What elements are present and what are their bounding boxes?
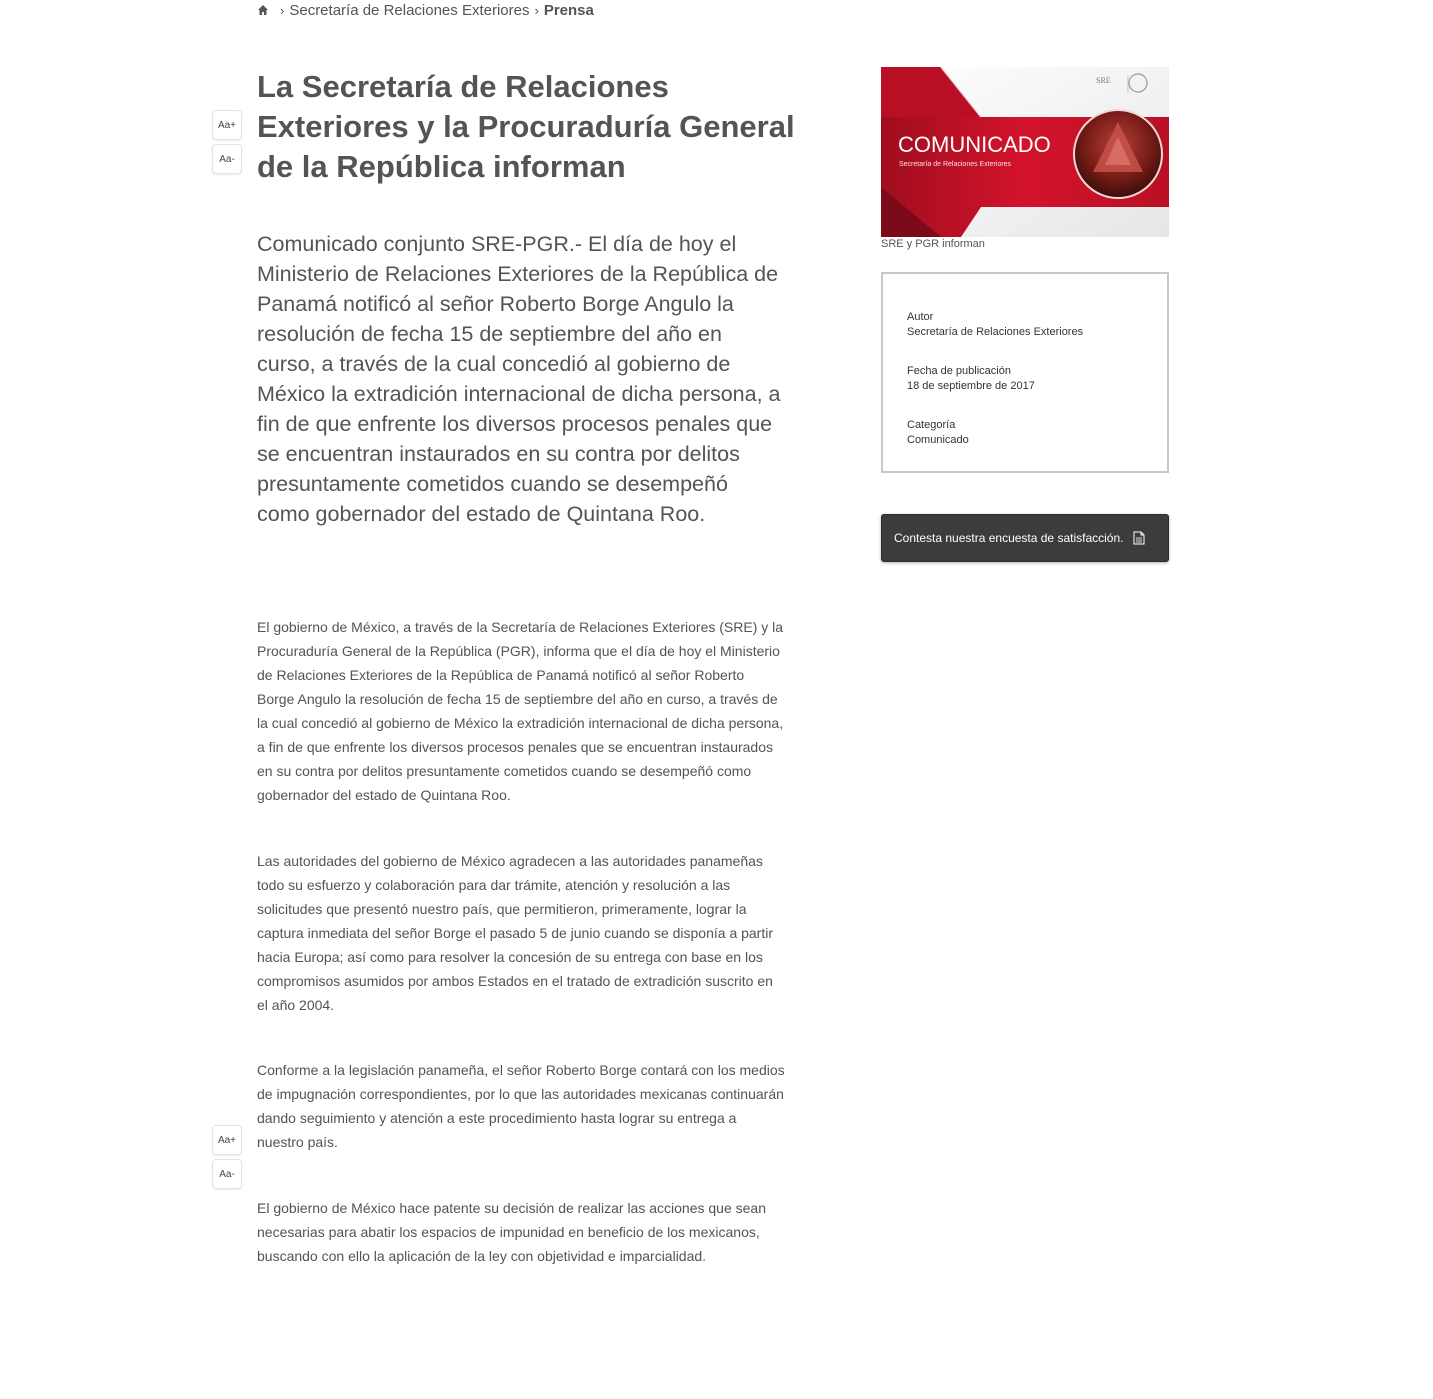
font-size-controls-bottom [212, 1125, 242, 1189]
author-label: Autor [907, 311, 934, 323]
article-paragraph: El gobierno de México, a través de la Secretaría de Relaciones Exteriores (SRE) y la Procuraduría General de la República (PGR), informa que el día de hoy el Ministerio de Relaciones Exteriores de la República de Panamá notificó al señor Roberto Borge Angulo la resolución de fecha 15 de septiembre del año en curso, a través de la cual concedió al gobierno de México la extradición internacional de dicha persona, a fin de que enfrente los diversos procesos penales que se encuentran instaurados en su contra por delitos presuntamente cometidos cuando se desempeñó como gobernador del estado de Quintana Roo. [257, 619, 784, 803]
article-lead: Comunicado conjunto SRE-PGR.- El día de hoy el Ministerio de Relaciones Exteriores de la República de Panamá notificó al señor Roberto Borge Angulo la resolución de fecha 15 de septiembre del año en curso, a través de la cual concedió al gobierno de México la extradición internacional de dicha persona, a fin de que enfrente los diversos procesos penales que se encuentran instaurados en su contra por delitos presuntamente cometidos cuando se desempeñó como gobernador del estado de Quintana Roo. [257, 232, 781, 526]
banner-text: COMUNICADO [898, 132, 1051, 157]
sre-logo-text: SRE [1096, 76, 1111, 85]
category-label: Categoría [907, 419, 956, 431]
author-value: Secretaría de Relaciones Exteriores [907, 326, 1084, 338]
font-decrease-button[interactable]: Aa- [212, 1159, 242, 1189]
survey-button[interactable] [881, 514, 1169, 562]
article-paragraph: Conforme a la legislación panameña, el señor Roberto Borge contará con los medios de impugnación correspondientes, por lo que las autoridades mexicanas continuarán dando seguimiento y atención a este procedimiento hasta lograr su entrega a nuestro país. [257, 1062, 785, 1150]
author-group [907, 310, 1143, 340]
survey-button-label: Contesta nuestra encuesta de satisfacción. [894, 531, 1124, 545]
chevron-right-icon: › [534, 2, 539, 18]
font-increase-button[interactable]: Aa+ [212, 110, 242, 140]
comunicado-image [881, 67, 1169, 237]
font-decrease-button[interactable]: Aa- [212, 144, 242, 174]
date-value: 18 de septiembre de 2017 [907, 380, 1035, 392]
chevron-right-icon: › [280, 2, 285, 18]
article-paragraph: Las autoridades del gobierno de México agradecen a las autoridades panameñas todo su esfuerzo y colaboración para dar trámite, atención y resolución a las solicitudes que presentó nuestro país, que permitieron, primeramente, lograr la captura inmediata del señor Borge el pasado 5 de junio cuando se disponía a partir hacia Europa; así como para resolver la concesión de su entrega con base en los compromisos asumidos por ambos Estados en el tratado de extradición suscrito en el año 2004. [257, 853, 774, 1013]
category-value: Comunicado [907, 434, 969, 446]
article-metadata [881, 272, 1169, 473]
breadcrumb [257, 0, 594, 20]
date-group [907, 364, 1143, 394]
font-increase-button[interactable]: Aa+ [212, 1125, 242, 1155]
banner-subtext: Secretaría de Relaciones Exteriores [899, 161, 1012, 168]
document-icon [1133, 531, 1145, 545]
date-label: Fecha de publicación [907, 365, 1011, 377]
page-title: La Secretaría de Relaciones Exteriores y la Procuraduría General de la República informan [257, 69, 795, 184]
home-icon[interactable] [257, 4, 269, 16]
font-size-controls-top [212, 110, 242, 174]
article-paragraph: El gobierno de México hace patente su decisión de realizar las acciones que sean necesarias para abatir los espacios de impunidad en beneficio de los mexicanos, buscando con ello la aplicación de la ley con objetividad e imparcialidad. [257, 1200, 766, 1264]
category-group [907, 418, 1143, 448]
breadcrumb-link-sre[interactable]: Secretaría de Relaciones Exteriores [289, 1, 530, 19]
breadcrumb-current[interactable]: Prensa [543, 1, 594, 19]
image-caption: SRE y PGR informan [881, 238, 985, 250]
